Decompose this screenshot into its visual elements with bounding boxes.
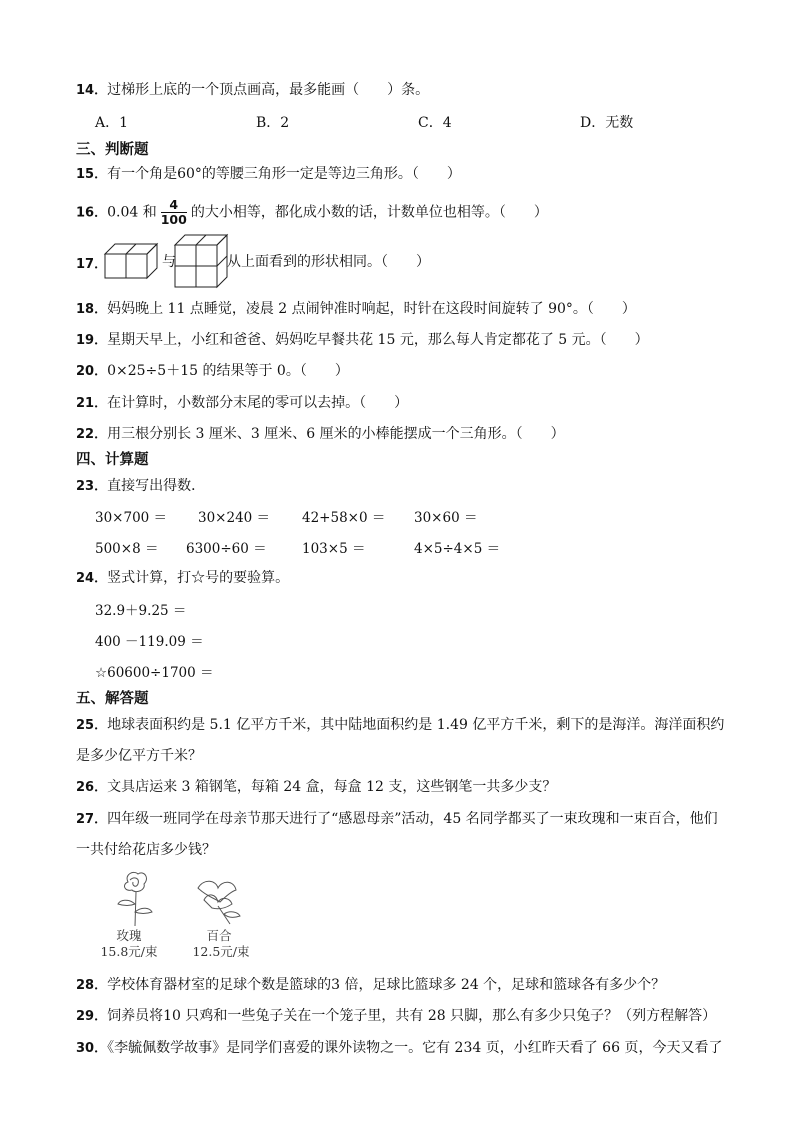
flower-name: 百合 (206, 928, 232, 943)
section-heading-word-problems: 五、解答题 (76, 691, 149, 707)
section-heading-calculation: 四、计算题 (76, 452, 149, 468)
question-text: 星期天早上，小红和爸爸、妈妈吃早餐共花 15 元，那么每人肯定都花了 5 元。（ ） (107, 332, 649, 348)
question-text: 《李毓佩数学故事》是同学们喜爱的课外读物之一。它有 234 页，小红昨天看了 66 页，今天又看了 (107, 1040, 723, 1056)
question-text: 用三根分别长 3 厘米、3 厘米、6 厘米的小棒能摆成一个三角形。（ ） (107, 426, 565, 442)
calc-item: 30×700 ＝ (95, 510, 168, 526)
question-text: 竖式计算，打☆号的要验算。 (107, 570, 290, 586)
question-text: 直接写出得数． (107, 478, 206, 494)
question-text: 四年级一班同学在母亲节那天进行了“感恩母亲”活动，45 名同学都买了一束玫瑰和一束百合，他们 (107, 811, 718, 827)
question-25-line-1: 25．地球表面积约是 5.1 亿平方千米，其中陆地面积约是 1.49 亿平方千米，剩下的是海洋。海洋面积约 (76, 717, 725, 733)
question-23: 23．直接写出得数． (76, 478, 206, 494)
question-16: 16．0.04 和 $\frac{4}{100}$ 的大小相等，都化成小数的话，计数单位也相等。（ ） (76, 197, 548, 227)
vertical-calc-item: 32.9＋9.25 ＝ (95, 603, 187, 619)
question-21: 21．在计算时，小数部分末尾的零可以去掉。（ ） (76, 395, 409, 411)
question-25-line-2: 是多少亿平方千米？ (76, 748, 202, 764)
vertical-calc-item: 400 －119.09 ＝ (95, 634, 204, 650)
question-text: 地球表面积约是 5.1 亿平方千米，其中陆地面积约是 1.49 亿平方千米，剩下的是海洋。海洋面积约 (107, 717, 725, 733)
cube-figure-1-icon (103, 240, 163, 280)
question-number: 15 (76, 167, 95, 182)
question-27-line-1: 27．四年级一班同学在母亲节那天进行了“感恩母亲”活动，45 名同学都买了一束玫瑰和一束百合，他们 (76, 811, 718, 827)
fraction-denominator: 100 (160, 212, 187, 227)
calc-item: 30×60 ＝ (414, 510, 478, 526)
question-text-pre: 0.04 和 (107, 204, 157, 221)
option-d: D．无数 (580, 115, 634, 131)
question-number: 19 (76, 333, 95, 348)
question-22: 22．用三根分别长 3 厘米、3 厘米、6 厘米的小棒能摆成一个三角形。（ ） (76, 426, 565, 442)
question-text: 文具店运来 3 箱钢笔，每箱 24 盒，每盒 12 支，这些钢笔一共多少支？ (107, 779, 557, 795)
question-number: 20 (76, 364, 95, 379)
calc-item: 500×8 ＝ (95, 541, 159, 557)
vertical-calc-item: ☆60600÷1700 ＝ (95, 665, 214, 681)
question-text: 妈妈晚上 11 点睡觉，凌晨 2 点闹钟准时响起，时针在这段时间旋转了 90°。（ ） (107, 301, 636, 317)
question-17-number: 17． (76, 257, 108, 272)
calc-item: 6300÷60 ＝ (186, 541, 267, 557)
question-20: 20．0×25÷5＋15 的结果等于 0。（ ） (76, 363, 349, 379)
question-text: 饲养员将10 只鸡和一些兔子关在一个笼子里，共有 28 只脚，那么有多少只兔子？（列方程解答） (107, 1008, 717, 1024)
question-number: 28 (76, 978, 95, 993)
question-number: 18 (76, 302, 95, 317)
calc-item: 42+58×0 ＝ (302, 510, 386, 526)
option-a: A．1 (95, 115, 129, 131)
question-27-line-2: 一共付给花店多少钱？ (76, 842, 216, 858)
calc-item: 30×240 ＝ (198, 510, 271, 526)
question-30: 30．《李毓佩数学故事》是同学们喜爱的课外读物之一。它有 234 页，小红昨天看了 66 页，今天又看了 (76, 1040, 723, 1056)
question-26: 26．文具店运来 3 箱钢笔，每箱 24 盒，每盒 12 支，这些钢笔一共多少支？ (76, 779, 557, 795)
question-28: 28．学校体育器材室的足球个数是篮球的3 倍，足球比篮球多 24 个，足球和篮球各有多少个？ (76, 977, 666, 993)
option-b: B．2 (256, 115, 290, 131)
cube-figure-2-icon (173, 233, 229, 289)
question-text: 学校体育器材室的足球个数是篮球的3 倍，足球比篮球多 24 个，足球和篮球各有多少个？ (107, 977, 666, 993)
question-18: 18．妈妈晚上 11 点睡觉，凌晨 2 点闹钟准时响起，时针在这段时间旋转了 90°。（ ） (76, 301, 636, 317)
question-14: 14．过梯形上底的一个顶点画高，最多能画（ ）条。 (76, 82, 430, 98)
flower-price: 15.8元/束 (100, 944, 158, 959)
question-text: 过梯形上底的一个顶点画高，最多能画（ ）条。 (107, 82, 430, 98)
rose-icon (110, 868, 160, 928)
question-number: 21 (76, 396, 95, 411)
calc-item: 103×5 ＝ (302, 541, 366, 557)
option-c: C．4 (418, 115, 452, 131)
calc-item: 4×5÷4×5 ＝ (414, 541, 501, 557)
question-number: 29 (76, 1009, 95, 1024)
question-number: 26 (76, 780, 95, 795)
question-number: 24 (76, 571, 95, 586)
question-number: 25 (76, 718, 95, 733)
question-text: 0×25÷5＋15 的结果等于 0。（ ） (107, 363, 349, 379)
question-17-text: 从上面看到的形状相同。（ ） (227, 254, 430, 270)
question-19: 19．星期天早上，小红和爸爸、妈妈吃早餐共花 15 元，那么每人肯定都花了 5 元。（ ） (76, 332, 649, 348)
connector-text: 与 (162, 254, 176, 270)
question-text: 在计算时，小数部分末尾的零可以去掉。（ ） (107, 395, 409, 411)
question-number: 27 (76, 812, 95, 827)
question-number: 23 (76, 479, 95, 494)
question-number: 17 (76, 257, 95, 272)
flower-price: 12.5元/束 (192, 944, 250, 959)
fraction (161, 198, 187, 227)
question-text: 有一个角是60°的等腰三角形一定是等边三角形。（ ） (107, 166, 461, 182)
question-text-post: 的大小相等，都化成小数的话，计数单位也相等。（ ） (190, 204, 548, 221)
flower-name: 玫瑰 (116, 928, 142, 943)
question-number: 22 (76, 427, 95, 442)
question-number: 30 (76, 1041, 95, 1056)
question-29: 29．饲养员将10 只鸡和一些兔子关在一个笼子里，共有 28 只脚，那么有多少只兔子？（列方程解答） (76, 1008, 717, 1024)
question-24: 24．竖式计算，打☆号的要验算。 (76, 570, 290, 586)
question-number: 14 (76, 83, 95, 98)
section-heading-judgement: 三、判断题 (76, 142, 149, 158)
question-number: 16 (76, 205, 95, 221)
fraction-numerator: 4 (161, 198, 187, 213)
lily-icon (190, 876, 248, 926)
question-15: 15．有一个角是60°的等腰三角形一定是等边三角形。（ ） (76, 166, 461, 182)
